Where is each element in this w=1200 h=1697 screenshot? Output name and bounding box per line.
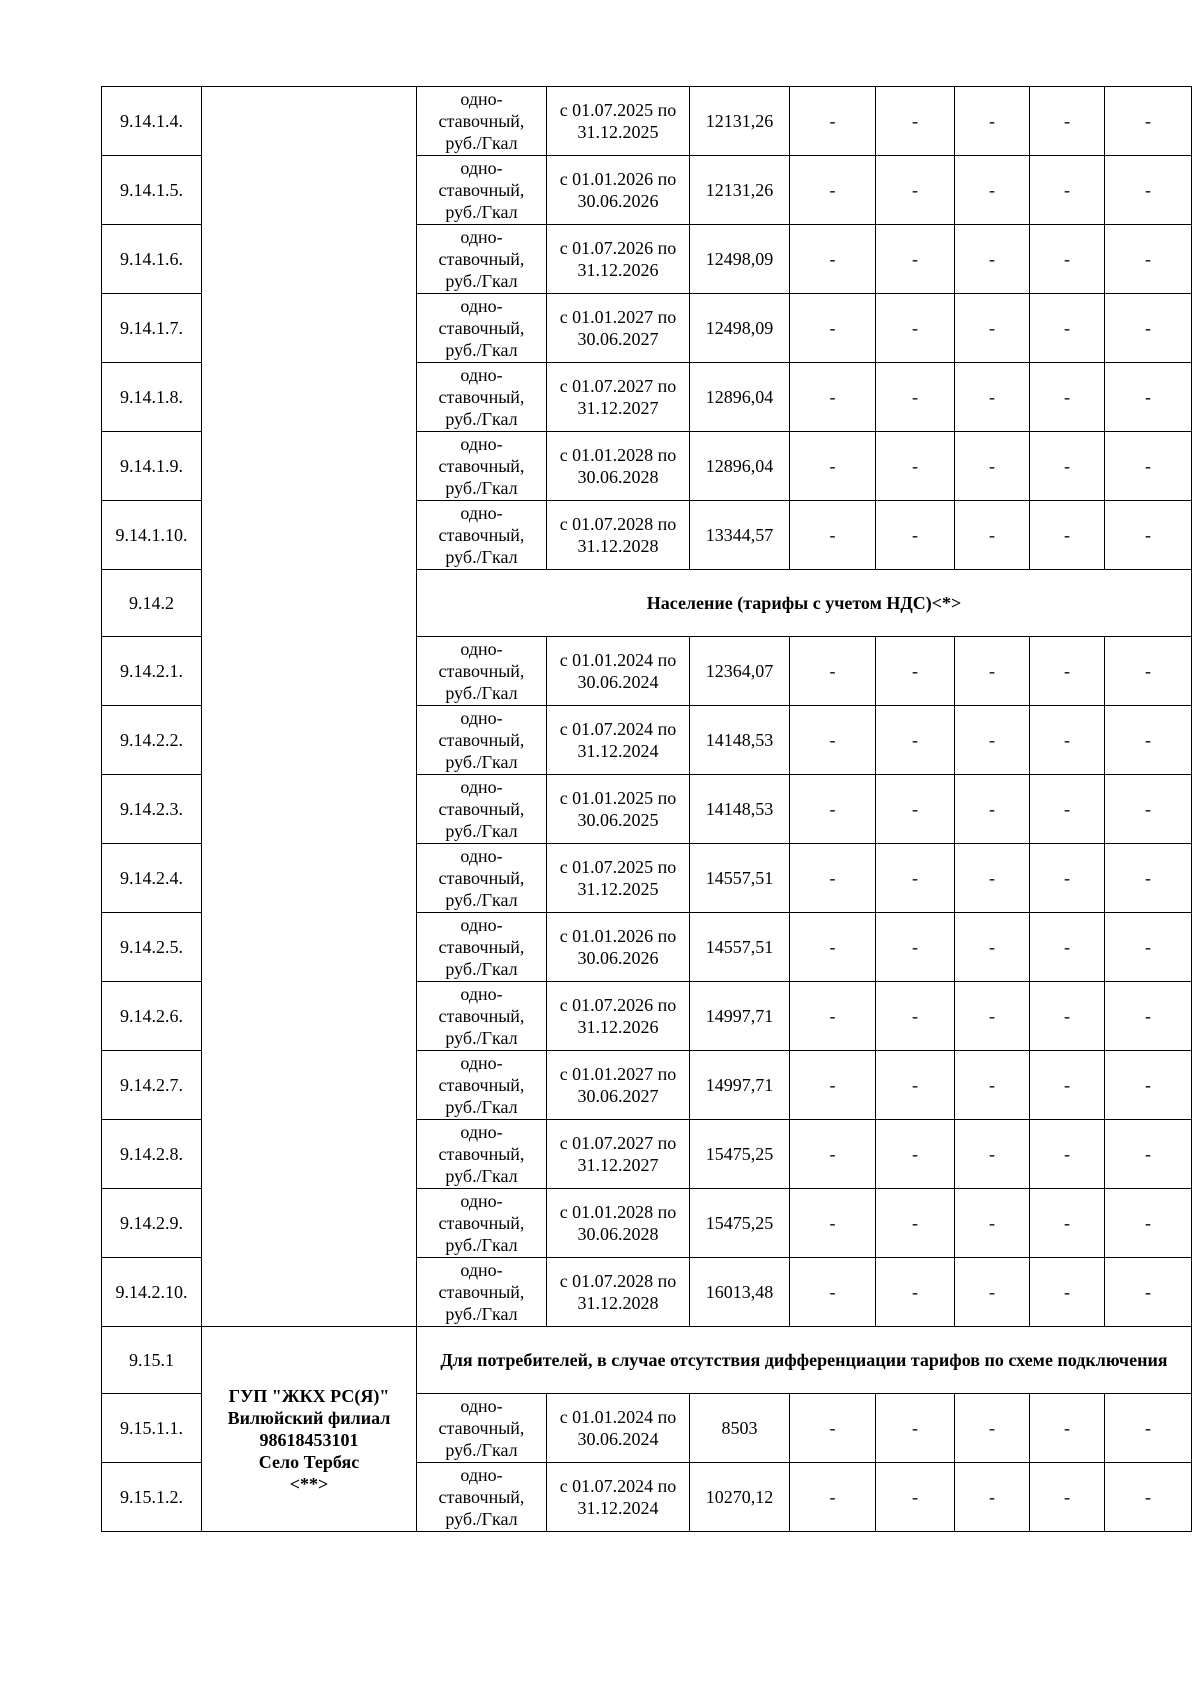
empty-value: - (955, 844, 1030, 913)
period: с 01.01.2024 по 30.06.2024 (547, 1394, 690, 1463)
empty-value: - (1105, 913, 1192, 982)
period: с 01.01.2027 по 30.06.2027 (547, 1051, 690, 1120)
row-number: 9.14.1.9. (102, 432, 202, 501)
empty-value: - (790, 1189, 876, 1258)
tariff-value: 12364,07 (690, 637, 790, 706)
row-number: 9.14.1.4. (102, 87, 202, 156)
tariff-value: 14557,51 (690, 913, 790, 982)
table-row (102, 87, 1192, 156)
empty-value: - (790, 501, 876, 570)
period: с 01.07.2027 по 31.12.2027 (547, 363, 690, 432)
empty-value: - (876, 775, 955, 844)
organization-cell-blank (202, 87, 417, 1327)
period: с 01.01.2028 по 30.06.2028 (547, 1189, 690, 1258)
organization-locality: Село Тербяс (258, 1452, 360, 1472)
row-number: 9.14.2.9. (102, 1189, 202, 1258)
period: с 01.07.2026 по 31.12.2026 (547, 982, 690, 1051)
empty-value: - (790, 87, 876, 156)
empty-value: - (1105, 982, 1192, 1051)
empty-value: - (790, 844, 876, 913)
tariff-value: 12131,26 (690, 87, 790, 156)
empty-value: - (1105, 706, 1192, 775)
tariff-type: одно-ставочный, руб./Гкал (417, 363, 547, 432)
empty-value: - (955, 1051, 1030, 1120)
period: с 01.01.2027 по 30.06.2027 (547, 294, 690, 363)
period: с 01.01.2025 по 30.06.2025 (547, 775, 690, 844)
empty-value: - (1105, 363, 1192, 432)
row-number: 9.14.1.5. (102, 156, 202, 225)
empty-value: - (876, 637, 955, 706)
tariff-type: одно-ставочный, руб./Гкал (417, 1120, 547, 1189)
empty-value: - (876, 706, 955, 775)
empty-value: - (955, 982, 1030, 1051)
period: с 01.07.2024 по 31.12.2024 (547, 706, 690, 775)
empty-value: - (790, 1258, 876, 1327)
empty-value: - (790, 1120, 876, 1189)
row-number: 9.14.1.7. (102, 294, 202, 363)
row-number: 9.14.2.1. (102, 637, 202, 706)
row-number: 9.14.2 (102, 570, 202, 637)
row-number: 9.14.2.3. (102, 775, 202, 844)
empty-value: - (790, 1051, 876, 1120)
tariff-table-body (102, 87, 1192, 1532)
section-title: Население (тарифы с учетом НДС)<*> (417, 570, 1192, 637)
tariff-value: 14997,71 (690, 982, 790, 1051)
tariff-value: 14148,53 (690, 706, 790, 775)
row-number: 9.14.2.7. (102, 1051, 202, 1120)
empty-value: - (790, 363, 876, 432)
empty-value: - (1030, 363, 1105, 432)
organization-branch: Вилюйский филиал (227, 1408, 391, 1428)
empty-value: - (955, 1463, 1030, 1532)
empty-value: - (876, 156, 955, 225)
empty-value: - (790, 1394, 876, 1463)
tariff-value: 12896,04 (690, 432, 790, 501)
period: с 01.07.2028 по 31.12.2028 (547, 1258, 690, 1327)
empty-value: - (876, 501, 955, 570)
tariff-type: одно-ставочный, руб./Гкал (417, 432, 547, 501)
empty-value: - (955, 913, 1030, 982)
empty-value: - (955, 1120, 1030, 1189)
tariff-value: 12498,09 (690, 225, 790, 294)
empty-value: - (955, 432, 1030, 501)
empty-value: - (1030, 775, 1105, 844)
empty-value: - (1105, 1189, 1192, 1258)
empty-value: - (790, 1463, 876, 1532)
empty-value: - (955, 775, 1030, 844)
empty-value: - (1030, 844, 1105, 913)
tariff-value: 12498,09 (690, 294, 790, 363)
tariff-type: одно-ставочный, руб./Гкал (417, 87, 547, 156)
section-title: Для потребителей, в случае отсутствия дифференциации тарифов по схеме подключения (417, 1327, 1192, 1394)
period: с 01.07.2024 по 31.12.2024 (547, 1463, 690, 1532)
period: с 01.07.2026 по 31.12.2026 (547, 225, 690, 294)
tariff-value: 14997,71 (690, 1051, 790, 1120)
empty-value: - (1105, 87, 1192, 156)
empty-value: - (1030, 706, 1105, 775)
empty-value: - (1105, 501, 1192, 570)
period: с 01.07.2025 по 31.12.2025 (547, 844, 690, 913)
empty-value: - (1030, 225, 1105, 294)
empty-value: - (1030, 1120, 1105, 1189)
row-number: 9.14.2.8. (102, 1120, 202, 1189)
empty-value: - (1030, 1394, 1105, 1463)
empty-value: - (790, 225, 876, 294)
row-number: 9.15.1.1. (102, 1394, 202, 1463)
period: с 01.01.2026 по 30.06.2026 (547, 913, 690, 982)
empty-value: - (1105, 1258, 1192, 1327)
empty-value: - (1105, 844, 1192, 913)
empty-value: - (955, 294, 1030, 363)
empty-value: - (1105, 225, 1192, 294)
empty-value: - (876, 913, 955, 982)
empty-value: - (790, 913, 876, 982)
empty-value: - (955, 1394, 1030, 1463)
tariff-value: 16013,48 (690, 1258, 790, 1327)
organization-code: 98618453101 (259, 1430, 359, 1450)
empty-value: - (955, 363, 1030, 432)
row-number: 9.14.2.6. (102, 982, 202, 1051)
empty-value: - (1030, 156, 1105, 225)
row-number: 9.14.2.10. (102, 1258, 202, 1327)
empty-value: - (1105, 432, 1192, 501)
tariff-type: одно-ставочный, руб./Гкал (417, 156, 547, 225)
row-number: 9.14.1.10. (102, 501, 202, 570)
empty-value: - (955, 1189, 1030, 1258)
empty-value: - (1105, 1120, 1192, 1189)
tariff-value: 15475,25 (690, 1120, 790, 1189)
empty-value: - (1030, 982, 1105, 1051)
row-number: 9.14.2.5. (102, 913, 202, 982)
empty-value: - (1030, 294, 1105, 363)
empty-value: - (955, 706, 1030, 775)
tariff-value: 15475,25 (690, 1189, 790, 1258)
tariff-value: 12896,04 (690, 363, 790, 432)
empty-value: - (876, 1051, 955, 1120)
empty-value: - (1030, 87, 1105, 156)
empty-value: - (1030, 637, 1105, 706)
tariff-table (101, 86, 1192, 1532)
empty-value: - (955, 87, 1030, 156)
organization-cell (202, 1327, 417, 1532)
organization-note: <**> (289, 1474, 329, 1494)
empty-value: - (1030, 432, 1105, 501)
empty-value: - (955, 637, 1030, 706)
empty-value: - (790, 432, 876, 501)
tariff-type: одно-ставочный, руб./Гкал (417, 294, 547, 363)
empty-value: - (876, 294, 955, 363)
empty-value: - (790, 982, 876, 1051)
tariff-type: одно-ставочный, руб./Гкал (417, 706, 547, 775)
empty-value: - (790, 706, 876, 775)
empty-value: - (955, 156, 1030, 225)
empty-value: - (790, 637, 876, 706)
empty-value: - (876, 432, 955, 501)
empty-value: - (955, 1258, 1030, 1327)
tariff-type: одно-ставочный, руб./Гкал (417, 1463, 547, 1532)
empty-value: - (876, 87, 955, 156)
row-number: 9.14.2.4. (102, 844, 202, 913)
tariff-type: одно-ставочный, руб./Гкал (417, 1394, 547, 1463)
tariff-value: 8503 (690, 1394, 790, 1463)
period: с 01.07.2028 по 31.12.2028 (547, 501, 690, 570)
empty-value: - (1105, 775, 1192, 844)
row-number: 9.14.1.8. (102, 363, 202, 432)
organization-name: ГУП "ЖКХ РС(Я)" (228, 1386, 390, 1406)
empty-value: - (1105, 156, 1192, 225)
empty-value: - (1105, 294, 1192, 363)
row-number: 9.14.1.6. (102, 225, 202, 294)
period: с 01.01.2026 по 30.06.2026 (547, 156, 690, 225)
tariff-value: 14148,53 (690, 775, 790, 844)
tariff-type: одно-ставочный, руб./Гкал (417, 225, 547, 294)
period: с 01.01.2028 по 30.06.2028 (547, 432, 690, 501)
tariff-type: одно-ставочный, руб./Гкал (417, 1189, 547, 1258)
row-number: 9.15.1 (102, 1327, 202, 1394)
tariff-value: 14557,51 (690, 844, 790, 913)
tariff-type: одно-ставочный, руб./Гкал (417, 1051, 547, 1120)
empty-value: - (1105, 1394, 1192, 1463)
empty-value: - (1105, 637, 1192, 706)
tariff-type: одно-ставочный, руб./Гкал (417, 1258, 547, 1327)
empty-value: - (1030, 1463, 1105, 1532)
period: с 01.07.2025 по 31.12.2025 (547, 87, 690, 156)
empty-value: - (876, 844, 955, 913)
empty-value: - (1030, 1258, 1105, 1327)
row-number: 9.14.2.2. (102, 706, 202, 775)
empty-value: - (876, 1189, 955, 1258)
empty-value: - (1105, 1463, 1192, 1532)
empty-value: - (1030, 501, 1105, 570)
row-number: 9.15.1.2. (102, 1463, 202, 1532)
empty-value: - (1030, 1051, 1105, 1120)
empty-value: - (876, 1394, 955, 1463)
empty-value: - (1030, 1189, 1105, 1258)
section-row (102, 1327, 1192, 1394)
empty-value: - (876, 225, 955, 294)
empty-value: - (955, 501, 1030, 570)
empty-value: - (876, 363, 955, 432)
empty-value: - (955, 225, 1030, 294)
tariff-type: одно-ставочный, руб./Гкал (417, 844, 547, 913)
period: с 01.01.2024 по 30.06.2024 (547, 637, 690, 706)
empty-value: - (1105, 1051, 1192, 1120)
empty-value: - (790, 156, 876, 225)
tariff-value: 10270,12 (690, 1463, 790, 1532)
empty-value: - (790, 775, 876, 844)
tariff-type: одно-ставочный, руб./Гкал (417, 501, 547, 570)
empty-value: - (876, 1120, 955, 1189)
tariff-type: одно-ставочный, руб./Гкал (417, 982, 547, 1051)
empty-value: - (1030, 913, 1105, 982)
tariff-type: одно-ставочный, руб./Гкал (417, 913, 547, 982)
tariff-value: 13344,57 (690, 501, 790, 570)
tariff-type: одно-ставочный, руб./Гкал (417, 775, 547, 844)
tariff-value: 12131,26 (690, 156, 790, 225)
period: с 01.07.2027 по 31.12.2027 (547, 1120, 690, 1189)
empty-value: - (876, 1258, 955, 1327)
empty-value: - (790, 294, 876, 363)
tariff-type: одно-ставочный, руб./Гкал (417, 637, 547, 706)
empty-value: - (876, 1463, 955, 1532)
empty-value: - (876, 982, 955, 1051)
